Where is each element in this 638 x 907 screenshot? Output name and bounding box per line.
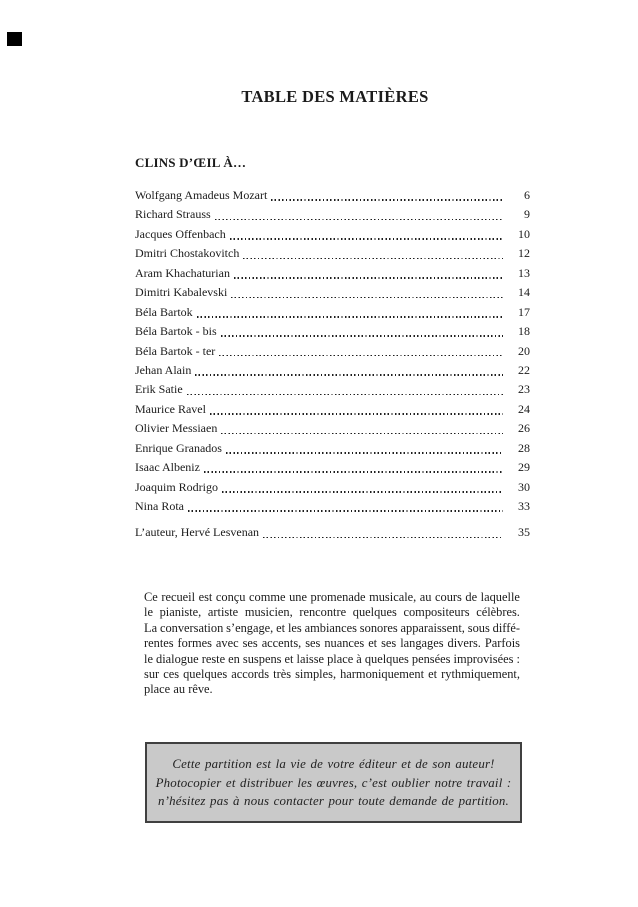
- paragraph-line: Ce recueil est conçu comme une promenade musicale, au cours de laquelle: [144, 590, 520, 604]
- toc-entry-page: 13: [518, 265, 530, 280]
- dot-leader: [222, 491, 503, 493]
- toc-entry: [135, 205, 530, 224]
- notice-line: Cette partition est la vie de votre éditeur et de son auteur!: [172, 757, 495, 771]
- paragraph-line: le pianiste, artiste musicien, rencontre quelques compositeurs célèbres.: [144, 605, 520, 620]
- toc-entry: [135, 419, 530, 438]
- toc-entry: [135, 283, 530, 302]
- toc-entry-page: 30: [518, 479, 530, 494]
- dot-leader: [271, 199, 503, 201]
- dot-leader: [221, 335, 503, 337]
- toc-entry-page: 17: [518, 304, 530, 319]
- toc-entry-label: Enrique Granados: [135, 440, 222, 455]
- dot-leader: [195, 374, 503, 376]
- paragraph-line: le dialogue reste en suspens et laisse place à quelques pensées improvisées :: [144, 651, 520, 666]
- toc-entry-label: Richard Strauss: [135, 207, 211, 222]
- dot-leader: [219, 355, 503, 357]
- dot-leader: [188, 510, 503, 512]
- toc-entry: [135, 439, 530, 458]
- toc-entry-label: Olivier Messiaen: [135, 421, 218, 436]
- toc-entry-label: Aram Khachaturian: [135, 265, 230, 280]
- paragraph-line: La conversation s’engage, et les ambiances sonores apparaissent, sous diffé-: [144, 620, 520, 635]
- dot-leader: [234, 277, 503, 279]
- description-paragraph: [144, 590, 520, 698]
- dot-leader: [231, 297, 503, 299]
- toc-entry-page: 14: [518, 285, 530, 300]
- dot-leader: [226, 452, 503, 454]
- section-heading: CLINS D’ŒIL À…: [135, 155, 247, 170]
- toc-entry-page: 12: [518, 246, 530, 261]
- toc-entry-label: Jehan Alain: [135, 362, 192, 377]
- dot-leader: [204, 471, 503, 473]
- toc-entry: [135, 380, 530, 399]
- toc-list: [135, 186, 530, 543]
- dot-leader: [221, 433, 503, 435]
- toc-entry: [135, 322, 530, 341]
- toc-entry: [135, 264, 530, 283]
- toc-entry-label: Béla Bartok - bis: [135, 324, 217, 339]
- scan-artifact-square: [7, 32, 22, 46]
- toc-entry-page: 6: [524, 188, 530, 202]
- toc-entry-label: Béla Bartok: [135, 304, 193, 319]
- toc-entry: [135, 458, 530, 477]
- toc-entry-page: 29: [518, 460, 530, 475]
- toc-entry-page: 35: [518, 525, 530, 540]
- toc-entry-page: 10: [518, 226, 530, 241]
- toc-entry-label: Joaquim Rodrigo: [135, 479, 218, 494]
- dot-leader: [197, 316, 503, 318]
- toc-entry-page: 9: [524, 207, 530, 222]
- toc-entry-label: Maurice Ravel: [135, 401, 206, 416]
- paragraph-line: place au rêve.: [144, 682, 213, 697]
- toc-entry: [135, 303, 530, 322]
- toc-entry: [135, 361, 530, 380]
- toc-entry-page: 26: [518, 421, 530, 436]
- toc-entry-page: 33: [518, 499, 530, 513]
- dot-leader: [210, 413, 503, 415]
- toc-entry: [135, 244, 530, 263]
- dot-leader: [230, 238, 503, 240]
- toc-entry-label: Erik Satie: [135, 382, 183, 397]
- paragraph-line: sur ces quelques accords très simples, harmoniquement et rythmiquement,: [144, 667, 520, 682]
- toc-entry-page: 18: [518, 324, 530, 339]
- toc-entry-page: 22: [518, 362, 530, 377]
- copyright-notice-box: [145, 742, 522, 823]
- toc-entry-page: 28: [518, 440, 530, 455]
- toc-entry: [135, 400, 530, 419]
- notice-line: n’hésitez pas à nous contacter pour toute demande de partition.: [158, 794, 509, 809]
- toc-entry-label: Nina Rota: [135, 499, 184, 513]
- toc-entry-label: Wolfgang Amadeus Mozart: [135, 188, 268, 202]
- toc-author-entry: [135, 523, 530, 542]
- toc-entry-page: 20: [518, 343, 530, 358]
- dot-leader: [263, 537, 503, 539]
- toc-entry-label: Dimitri Kabalevski: [135, 285, 228, 300]
- page-title: TABLE DES MATIÈRES: [241, 87, 429, 106]
- toc-entry-page: 24: [518, 401, 530, 416]
- toc-entry: [135, 478, 530, 497]
- toc-entry: [135, 225, 530, 244]
- toc-entry: [135, 497, 530, 516]
- toc-entry-page: 23: [518, 382, 530, 397]
- dot-leader: [187, 394, 503, 396]
- toc-entry-label: Jacques Offenbach: [135, 226, 226, 241]
- paragraph-line: rentes formes avec ses accents, ses nuances et ses langages divers. Parfois: [144, 636, 520, 651]
- dot-leader: [215, 219, 503, 221]
- toc-entry: [135, 342, 530, 361]
- toc-entry-label: Dmitri Chostakovitch: [135, 246, 240, 261]
- notice-line: Photocopier et distribuer les œuvres, c’est oublier notre travail :: [155, 775, 512, 790]
- toc-entry-label: Isaac Albeniz: [135, 460, 200, 475]
- toc-entry: [135, 186, 530, 205]
- dot-leader: [243, 258, 503, 260]
- toc-entry-label: Béla Bartok - ter: [135, 343, 216, 358]
- toc-entry-label: L’auteur, Hervé Lesvenan: [135, 525, 260, 540]
